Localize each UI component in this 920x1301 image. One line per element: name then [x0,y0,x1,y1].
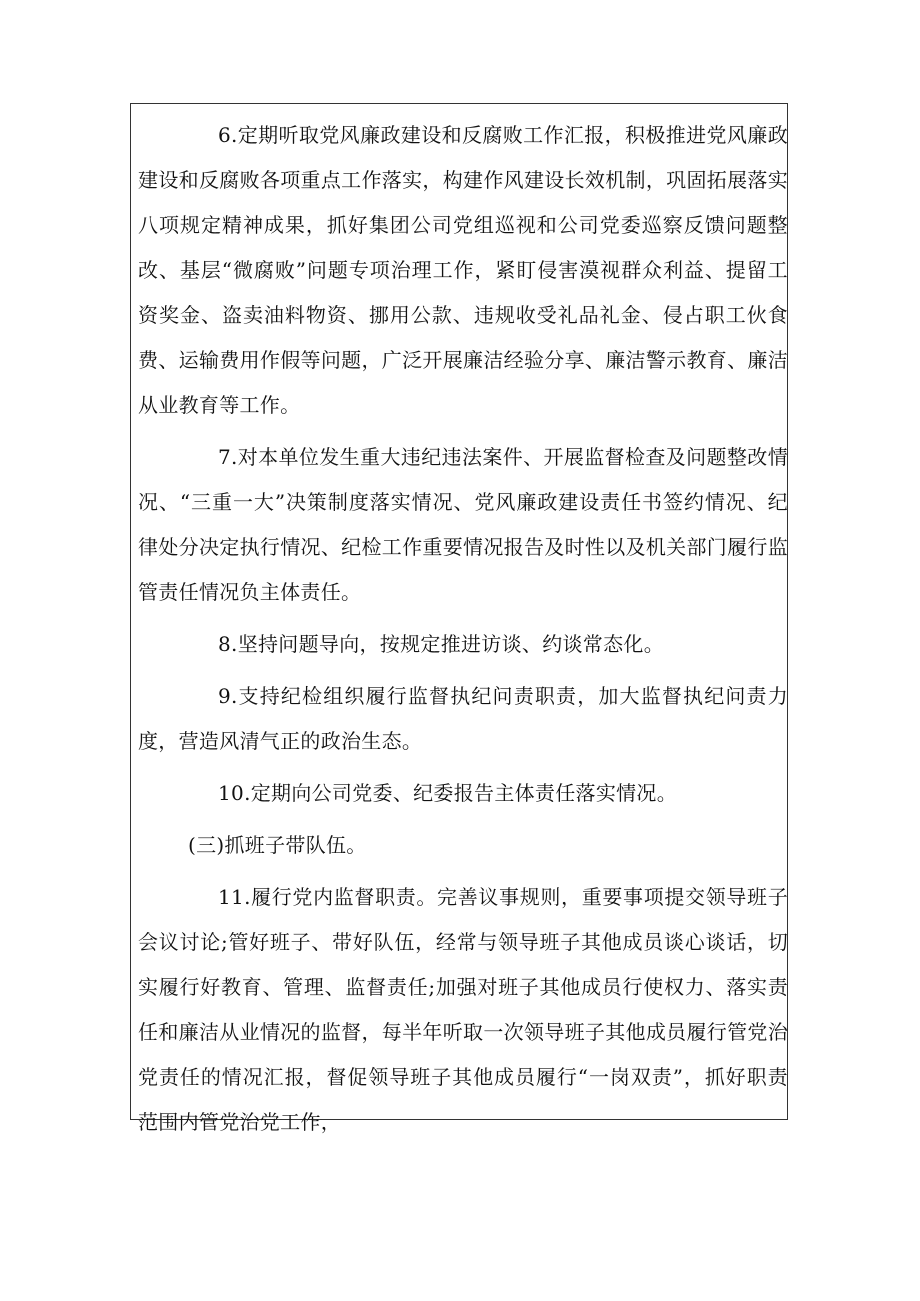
document-body [138,113,788,1152]
paragraph-item-9 [138,674,788,764]
paragraph-item-6 [138,113,788,428]
item-text: .定期听取党风廉政建设和反腐败工作汇报，积极推进党风廉政建设和反腐败各项重点工作落实，构建作风建设长效机制，巩固拓展落实八项规定精神成果，抓好集团公司党组巡视和公司党委巡察反馈问题整改、基层“微腐败”问题专项治理工作，紧盯侵害漠视群众利益、提留工资奖金、盗卖油料物资、挪用公款、违规收受礼品礼金、侵占职工伙食费、运输费用作假等问题，广泛开展廉洁经验分享、廉洁警示教育、廉洁从业教育等工作。 [138,123,788,417]
item-text: .坚持问题导向，按规定推进访谈、约谈常态化。 [231,632,664,656]
item-text: .履行党内监督职责。完善议事规则，重要事项提交领导班子会议讨论;管好班子、带好队伍，经常与领导班子其他成员谈心谈话，切实履行好教育、管理、监督责任;加强对班子其他成员行使权力、落实责任和廉洁从业情况的监督，每半年听取一次领导班子其他成员履行管党治党责任的情况汇报，督促领导班子其他成员履行“一岗双责”，抓好职责范围内管党治党工作， [138,885,788,1134]
item-text: .定期向公司党委、纪委报告主体责任落实情况。 [244,781,678,805]
item-number: 8 [218,632,232,656]
item-number: 10 [218,781,245,805]
item-number: 9 [218,684,232,708]
item-text: .支持纪检组织履行监督执纪问责职责，加大监督执纪问责力度，营造风清气正的政治生态。 [138,684,788,753]
paragraph-item-10 [138,771,788,816]
item-number: 7 [218,445,232,469]
item-number: 6 [218,123,232,147]
paragraph-item-8 [138,622,788,667]
heading-text: (三)抓班子带队伍。 [188,833,367,857]
item-text: .对本单位发生重大违纪违法案件、开展监督检查及问题整改情况、“三重一大”决策制度落实情况、党风廉政建设责任书签约情况、纪律处分决定执行情况、纪检工作重要情况报告及时性以及机关部门履行监管责任情况负主体责任。 [138,445,788,604]
paragraph-item-7 [138,435,788,615]
section-heading [138,823,788,868]
item-number: 11 [218,885,245,909]
paragraph-item-11 [138,875,788,1145]
